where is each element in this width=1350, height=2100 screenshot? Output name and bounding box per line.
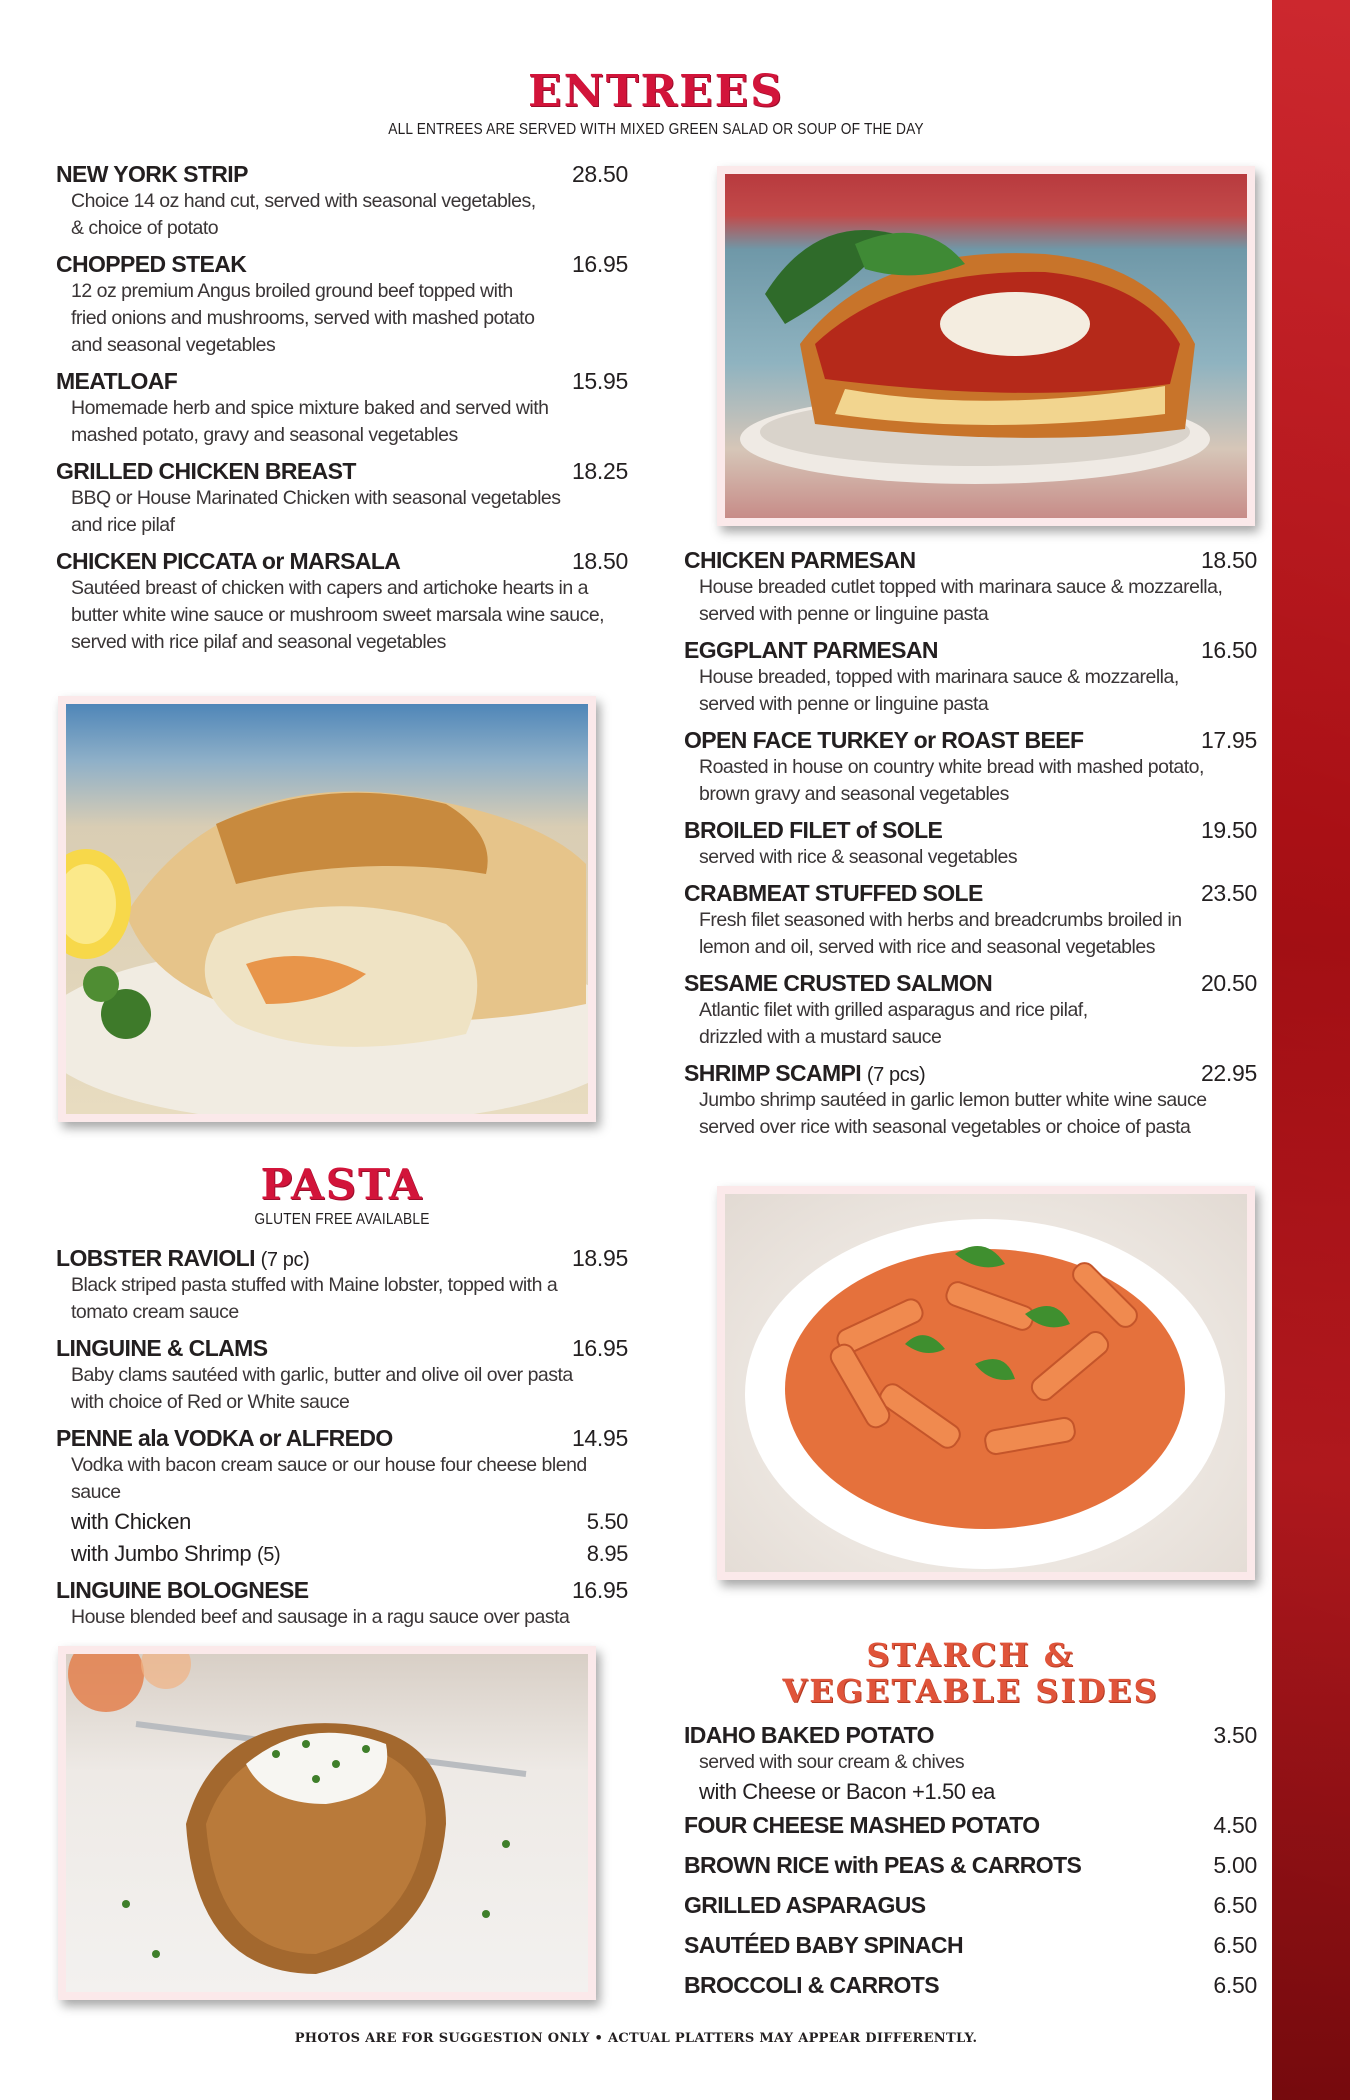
entrees-right-column [684, 547, 1257, 1150]
item-name [684, 1060, 925, 1087]
item-name: LINGUINE BOLOGNESE [56, 1577, 309, 1603]
menu-item [56, 548, 628, 656]
addon-quantity: (5) [256, 1544, 281, 1566]
addon-option [684, 1776, 1257, 1808]
item-description: House breaded cutlet topped with marinara sauce & mozzarella, served with penne or linguine pasta [699, 576, 1223, 625]
addon-price: 8.95 [586, 1541, 628, 1566]
menu-item [684, 547, 1257, 628]
item-price: 22.95 [1200, 1060, 1257, 1086]
item-description: Sautéed breast of chicken with capers and artichoke hearts in a butter white wine sauce or mushroom sweet marsala wine sauce, served with rice pilaf and seasonal vegetables [71, 577, 605, 653]
item-price: 18.95 [571, 1245, 628, 1271]
stuffed-sole-illustration [66, 704, 588, 1114]
sides-title-line2: VEGETABLE SIDES [782, 1672, 1159, 1710]
item-name: CHICKEN PARMESAN [684, 547, 916, 573]
item-name: LINGUINE & CLAMS [56, 1335, 268, 1361]
menu-item [684, 817, 1257, 871]
item-name: CRABMEAT STUFFED SOLE [684, 880, 983, 906]
item-name: OPEN FACE TURKEY or ROAST BEEF [684, 727, 1084, 753]
item-name: CHICKEN PICCATA or MARSALA [56, 548, 401, 574]
stuffed-sole-photo [58, 696, 596, 1122]
item-price: 23.50 [1200, 880, 1257, 906]
item-name: PENNE ala VODKA or ALFREDO [56, 1425, 393, 1451]
addon-option [56, 1538, 628, 1571]
item-price: 18.50 [1200, 547, 1257, 573]
side-item [684, 1932, 1257, 1972]
side-item [684, 1812, 1257, 1852]
item-name: IDAHO BAKED POTATO [684, 1722, 934, 1748]
item-name: MEATLOAF [56, 368, 178, 394]
item-name: GRILLED CHICKEN BREAST [56, 458, 356, 484]
item-quantity: (7 pcs) [866, 1064, 926, 1086]
item-price: 16.50 [1200, 637, 1257, 663]
item-description: served with rice & seasonal vegetables [699, 846, 1018, 868]
chicken-parmesan-photo [717, 166, 1255, 526]
item-price: 18.50 [571, 548, 628, 574]
item-price: 4.50 [1213, 1812, 1257, 1838]
chicken-parmesan-illustration [725, 174, 1247, 518]
menu-item [56, 161, 628, 242]
menu-item [56, 251, 628, 359]
pasta-title: PASTA [260, 1160, 424, 1209]
menu-item [56, 458, 628, 539]
decorative-red-band [1272, 0, 1350, 2100]
menu-item [684, 970, 1257, 1051]
item-price: 16.95 [571, 1577, 628, 1603]
item-name: CHOPPED STEAK [56, 251, 247, 277]
item-quantity: (7 pc) [260, 1249, 310, 1271]
item-price: 6.50 [1213, 1972, 1257, 1998]
item-description: Choice 14 oz hand cut, served with seasonal vegetables, & choice of potato [71, 190, 536, 239]
item-name-text: SHRIMP SCAMPI [684, 1060, 862, 1086]
item-price: 17.95 [1200, 727, 1257, 753]
item-price: 14.95 [571, 1425, 628, 1451]
item-name: BROWN RICE with PEAS & CARROTS [684, 1852, 1082, 1878]
photo-disclaimer: PHOTOS ARE FOR SUGGESTION ONLY • ACTUAL PLATTERS MAY APPEAR DIFFERENTLY. [294, 2031, 978, 2046]
penne-vodka-photo [717, 1186, 1255, 1580]
item-description: House breaded, topped with marinara sauce & mozzarella, served with penne or linguine pasta [699, 666, 1179, 715]
sides-column [684, 1722, 1257, 2012]
item-description: Atlantic filet with grilled asparagus and rice pilaf, drizzled with a mustard sauce [699, 999, 1088, 1048]
item-description: Jumbo shrimp sautéed in garlic lemon butter white wine sauce served over rice with seasonal vegetables or choice of pasta [699, 1089, 1207, 1138]
item-description: 12 oz premium Angus broiled ground beef topped with fried onions and mushrooms, served with mashed potato and seasonal vegetables [71, 280, 535, 356]
item-name [56, 1245, 309, 1272]
item-name: SAUTÉED BABY SPINACH [684, 1932, 963, 1958]
item-description: House blended beef and sausage in a ragu sauce over pasta [71, 1606, 570, 1628]
item-description: BBQ or House Marinated Chicken with seasonal vegetables and rice pilaf [71, 487, 561, 536]
menu-item [684, 1722, 1257, 1808]
entrees-title: ENTREES [528, 66, 784, 117]
item-description: served with sour cream & chives [699, 1751, 965, 1773]
item-name: EGGPLANT PARMESAN [684, 637, 938, 663]
item-description: Roasted in house on country white bread with mashed potato, brown gravy and seasonal vegetables [699, 756, 1204, 805]
menu-item [56, 1577, 628, 1631]
item-price: 20.50 [1200, 970, 1257, 996]
item-description: Baby clams sautéed with garlic, butter and olive oil over pasta with choice of Red or White sauce [71, 1364, 573, 1413]
item-name: BROCCOLI & CARROTS [684, 1972, 939, 1998]
addon-option [56, 1506, 628, 1538]
side-item [684, 1972, 1257, 2012]
menu-item [684, 1060, 1257, 1141]
item-name: NEW YORK STRIP [56, 161, 248, 187]
addon-label: with Jumbo Shrimp [71, 1541, 252, 1566]
menu-item [56, 1425, 628, 1571]
item-price: 6.50 [1213, 1932, 1257, 1958]
item-price: 19.50 [1200, 817, 1257, 843]
sides-title-line1: STARCH & [866, 1636, 1075, 1674]
item-name: BROILED FILET of SOLE [684, 817, 943, 843]
addon-label: with Chicken [71, 1509, 191, 1534]
pasta-subtitle: GLUTEN FREE AVAILABLE [254, 1211, 430, 1228]
item-name: FOUR CHEESE MASHED POTATO [684, 1812, 1040, 1838]
side-item [684, 1892, 1257, 1932]
item-description: Homemade herb and spice mixture baked and served with mashed potato, gravy and seasonal vegetables [71, 397, 549, 446]
menu-item [56, 1335, 628, 1416]
menu-item [684, 637, 1257, 718]
menu-item [684, 727, 1257, 808]
item-price: 16.95 [571, 251, 628, 277]
entrees-subtitle: ALL ENTREES ARE SERVED WITH MIXED GREEN SALAD OR SOUP OF THE DAY [388, 121, 924, 138]
baked-potato-photo [58, 1646, 596, 2000]
item-price: 6.50 [1213, 1892, 1257, 1918]
menu-item [56, 1245, 628, 1326]
item-price: 15.95 [571, 368, 628, 394]
addon-price: 5.50 [586, 1509, 628, 1534]
penne-illustration [725, 1194, 1247, 1572]
menu-item [56, 368, 628, 449]
baked-potato-illustration [66, 1654, 588, 1992]
side-item [684, 1852, 1257, 1892]
pasta-column [56, 1245, 628, 1640]
item-name: SESAME CRUSTED SALMON [684, 970, 993, 996]
item-price: 18.25 [571, 458, 628, 484]
menu-item [684, 880, 1257, 961]
item-description: Vodka with bacon cream sauce or our house four cheese blend sauce [71, 1454, 587, 1503]
item-price: 16.95 [571, 1335, 628, 1361]
item-price: 3.50 [1213, 1722, 1257, 1748]
item-description: Black striped pasta stuffed with Maine lobster, topped with a tomato cream sauce [71, 1274, 558, 1323]
item-description: Fresh filet seasoned with herbs and breadcrumbs broiled in lemon and oil, served with rice and seasonal vegetables [699, 909, 1182, 958]
item-name: GRILLED ASPARAGUS [684, 1892, 926, 1918]
entrees-left-column [56, 161, 628, 665]
addon-label: with Cheese or Bacon +1.50 ea [699, 1779, 995, 1804]
item-price: 5.00 [1213, 1852, 1257, 1878]
item-price: 28.50 [571, 161, 628, 187]
item-name-text: LOBSTER RAVIOLI [56, 1245, 255, 1271]
